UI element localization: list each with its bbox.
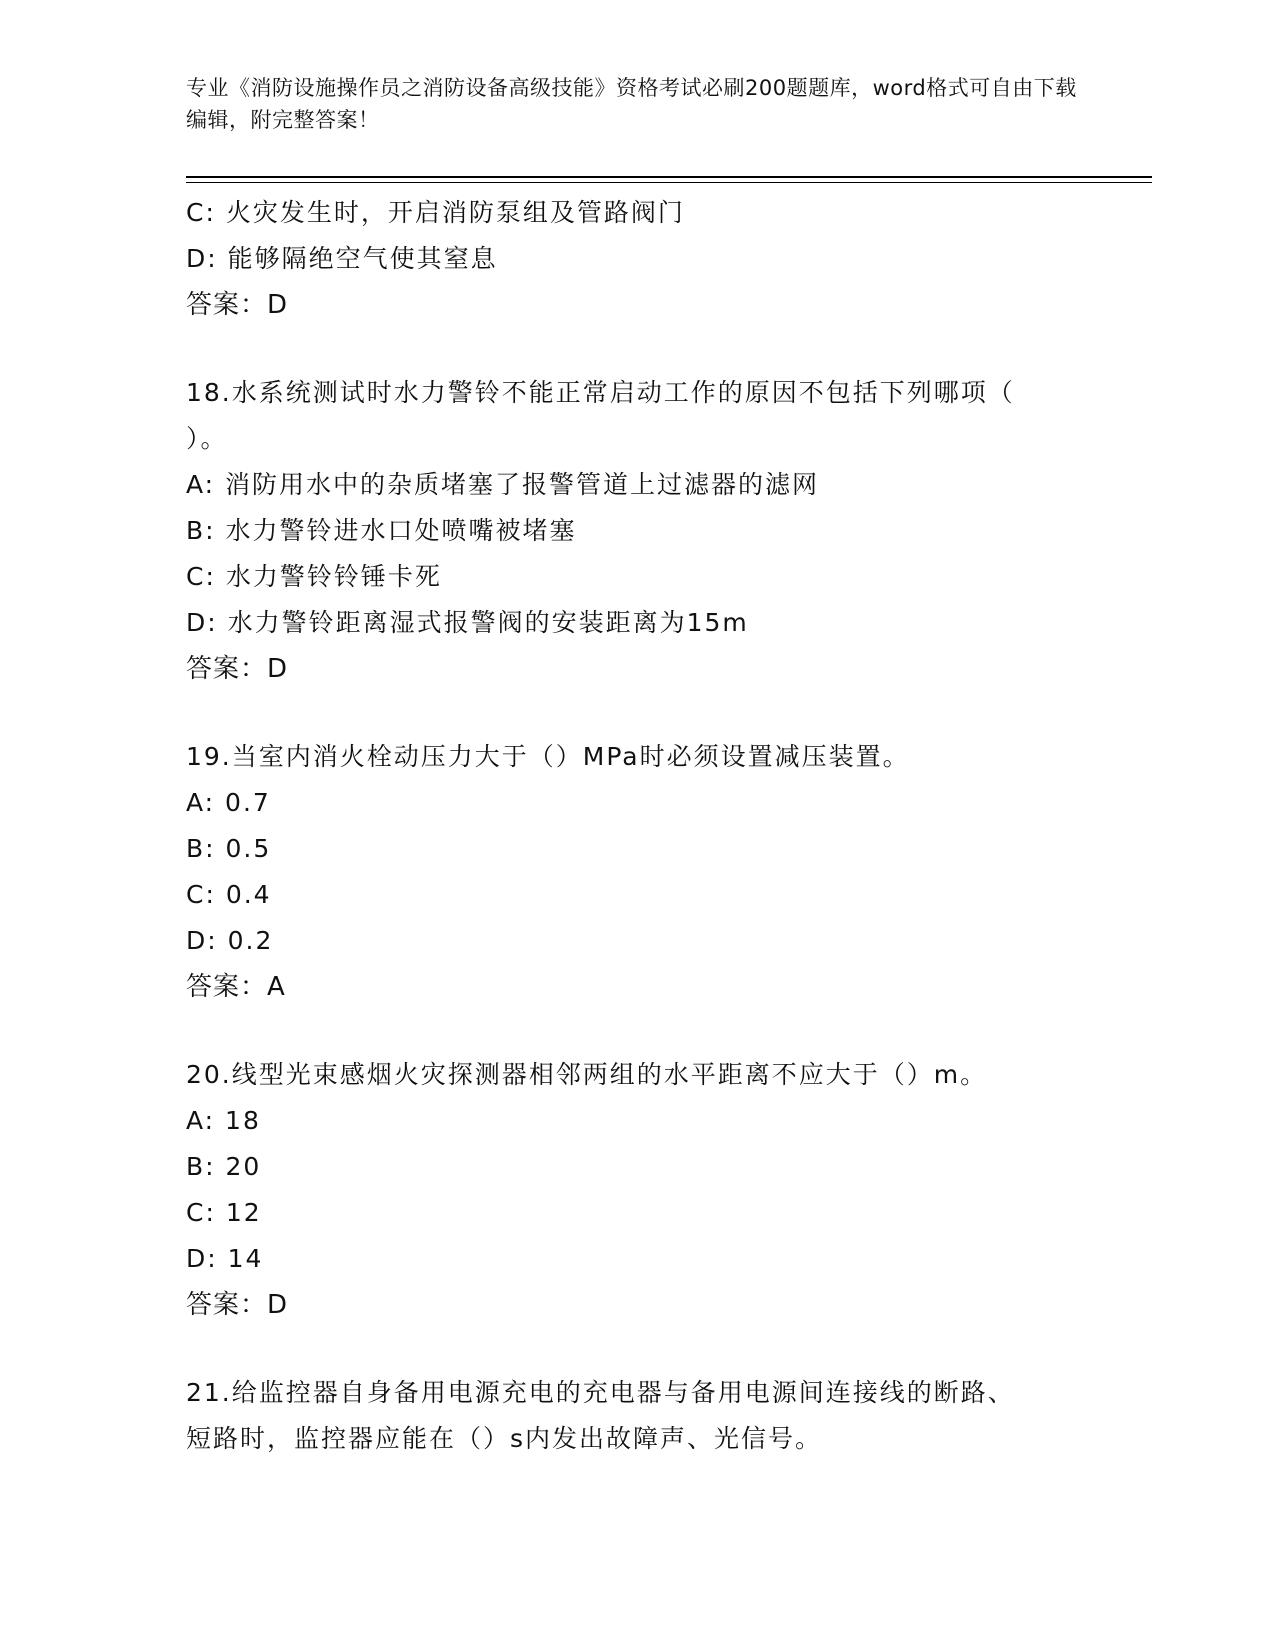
question-stem: 21.给监控器自身备用电源充电的充电器与备用电源间连接线的断路、 <box>186 1378 1015 1407</box>
option-line: D: 水力警铃距离湿式报警阀的安装距离为15m <box>186 608 749 637</box>
option-line: D: 0.2 <box>186 926 274 955</box>
answer-line: 答案：D <box>186 290 289 320</box>
question-block-19 <box>186 734 1086 1010</box>
option-line: C: 水力警铃铃锤卡死 <box>186 562 442 591</box>
answer-line: 答案：D <box>186 654 289 684</box>
answer-line: 答案：A <box>186 972 286 1002</box>
header-rule-thin <box>186 182 1152 183</box>
option-line: C: 12 <box>186 1198 262 1227</box>
question-stem: 20.线型光束感烟火灾探测器相邻两组的水平距离不应大于（）m。 <box>186 1060 988 1089</box>
question-block-20 <box>186 1052 1086 1328</box>
question-block-17 <box>186 190 1086 328</box>
option-line: D: 14 <box>186 1244 264 1273</box>
question-block-18 <box>186 370 1086 692</box>
answer-line: 答案：D <box>186 1290 289 1320</box>
question-gap <box>186 1328 1086 1370</box>
option-line: D: 能够隔绝空气使其窒息 <box>186 244 498 273</box>
question-block-21 <box>186 1370 1086 1462</box>
option-line: A: 消防用水中的杂质堵塞了报警管道上过滤器的滤网 <box>186 470 820 499</box>
option-line: B: 20 <box>186 1152 262 1181</box>
question-gap <box>186 1010 1086 1052</box>
option-line: C: 0.4 <box>186 880 272 909</box>
question-gap <box>186 328 1086 370</box>
question-stem-continued: 短路时，监控器应能在（）s内发出故障声、光信号。 <box>186 1424 823 1453</box>
document-header <box>186 72 1086 136</box>
header-title: 专业《消防设施操作员之消防设备高级技能》资格考试必刷200题题库，word格式可自由下载编辑，附完整答案！ <box>186 76 1077 132</box>
question-stem: 18.水系统测试时水力警铃不能正常启动工作的原因不包括下列哪项（ <box>186 378 1015 407</box>
option-line: B: 0.5 <box>186 834 272 863</box>
option-line: C: 火灾发生时，开启消防泵组及管路阀门 <box>186 198 685 227</box>
header-rule-thick <box>186 176 1152 178</box>
option-line: B: 水力警铃进水口处喷嘴被堵塞 <box>186 516 577 545</box>
option-line: A: 0.7 <box>186 788 271 817</box>
option-line: A: 18 <box>186 1106 261 1135</box>
question-stem-continued: ）。 <box>186 424 228 453</box>
question-list <box>186 190 1086 1462</box>
question-gap <box>186 692 1086 734</box>
question-stem: 19.当室内消火栓动压力大于（）MPa时必须设置减压装置。 <box>186 742 910 771</box>
